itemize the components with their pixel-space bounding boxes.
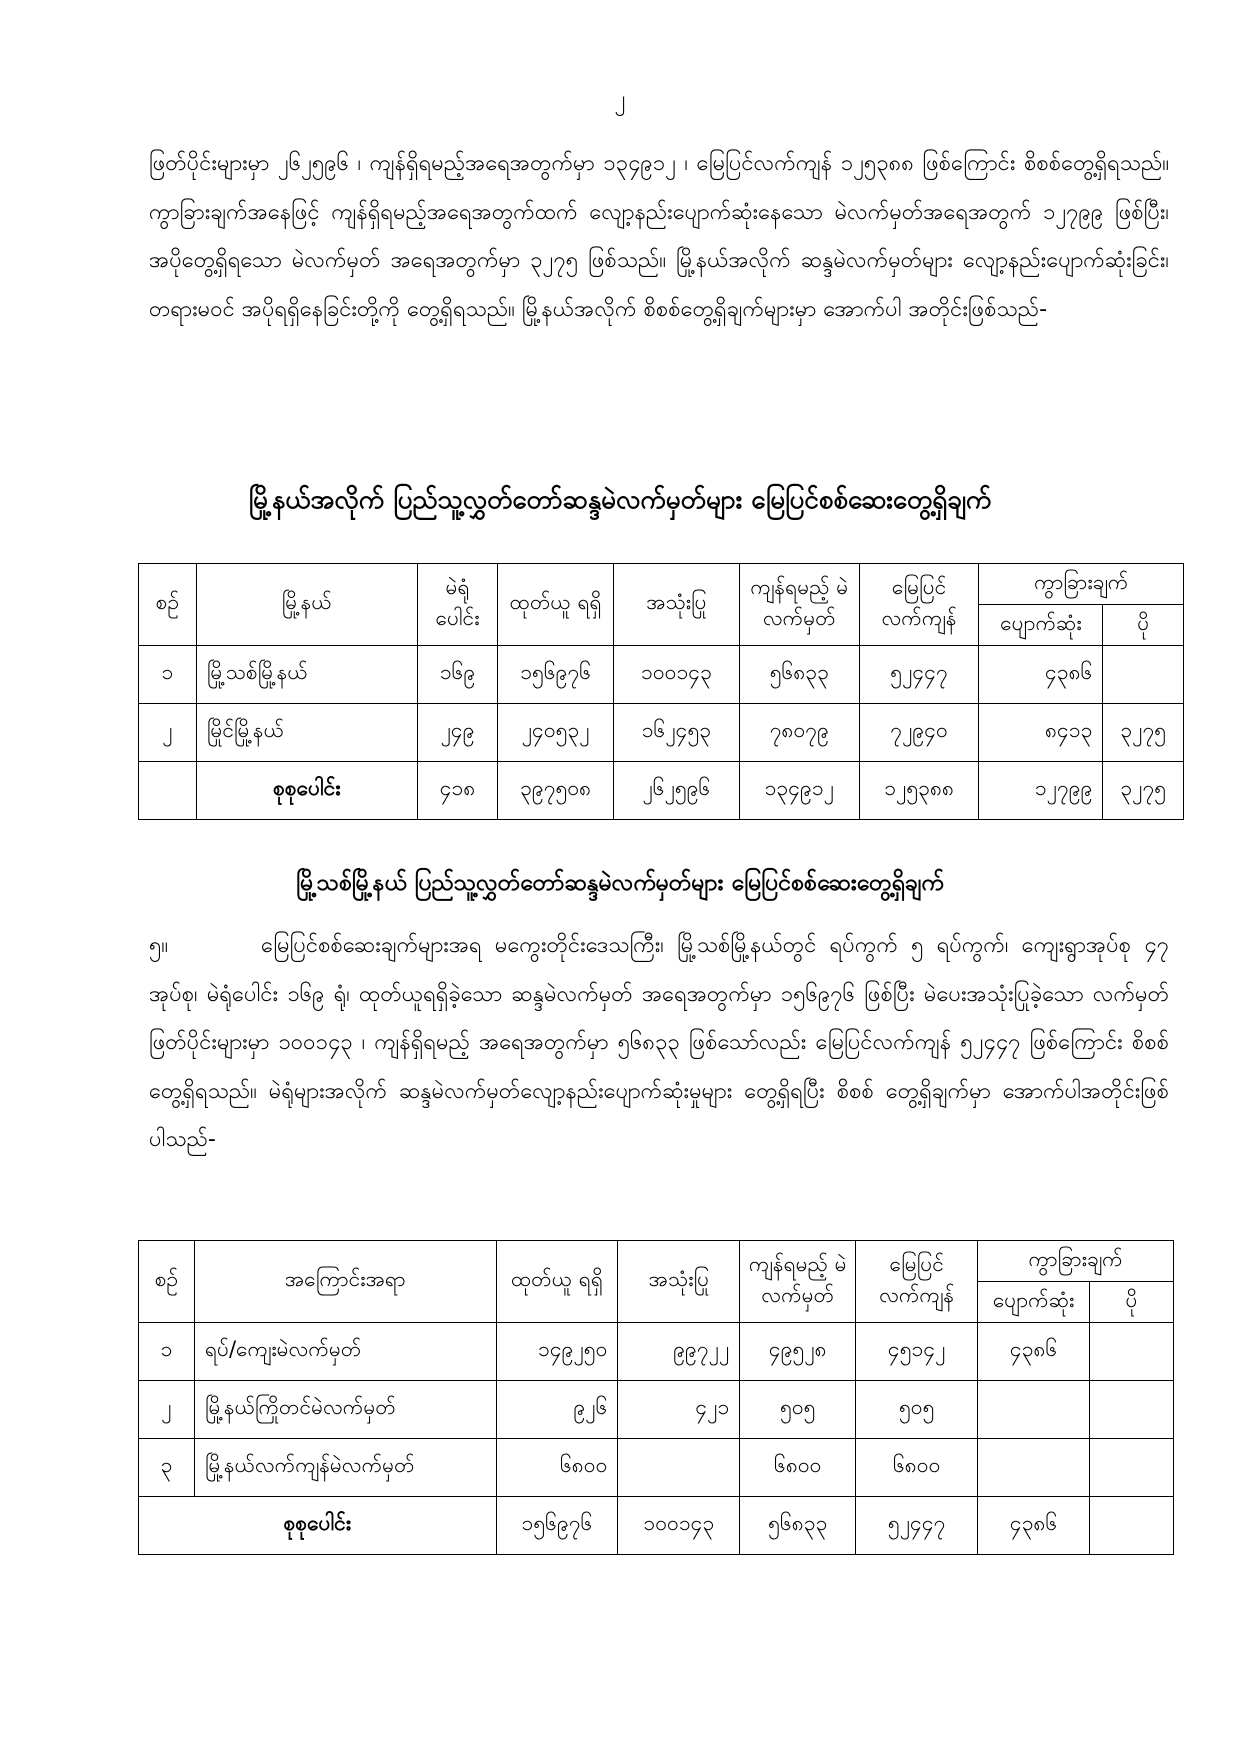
table-header-row <box>139 1241 1174 1282</box>
cell-extra <box>1090 1381 1174 1439</box>
col-header-received: ထုတ်ယူ ရရှိ <box>496 1241 618 1323</box>
paragraph-2-text: မြေပြင်စစ်ဆေးချက်များအရ မကွေးတိုင်းဒေသကြီး၊ မြို့သစ်မြို့နယ်တွင် ရပ်ကွက် ၅ ရပ်ကွက်၊ ကျေးရွာအုပ်စု ၄၇ အုပ်စု၊ မဲရုံပေါင်း ၁၆၉ ရုံ၊ ထုတ်ယူရရှိခဲ့သော ဆန္ဒမဲလက်မှတ် အရေအတွက်မှာ ၁၅၆၉၇၆ ဖြစ်ပြီး မဲပေးအသုံးပြုခဲ့သော လက်မှတ်ဖြတ်ပိုင်းများမှာ ၁၀၀၁၄၃ ၊ ကျန်ရှိရမည့် အရေအတွက်မှာ ၅၆၈၃၃ ဖြစ်သော်လည်း မြေပြင်လက်ကျန် ၅၂၄၄၇ ဖြစ်ကြောင်း စိစစ်တွေ့ရှိရသည်။ မဲရုံများအလိုက် ဆန္ဒမဲလက်မှတ်လျော့နည်းပျောက်ဆုံးမှုများ တွေ့ရှိရပြီး စိစစ် တွေ့ရှိချက်မှာ အောက်ပါအတိုင်းဖြစ်ပါသည်- <box>149 933 1169 1152</box>
col-header-remaining: ကျန်ရမည့် မဲလက်မှတ် <box>740 1241 856 1323</box>
cell-remaining: ၇၈၀၇၉ <box>739 704 859 762</box>
cell-item: ရပ်/ကျေးမဲလက်မှတ် <box>194 1323 496 1381</box>
col-header-no: စဉ် <box>139 564 197 646</box>
cell-used: ၄၂၁ <box>618 1381 740 1439</box>
cell-lost: ၄၃၈၆ <box>978 1323 1090 1381</box>
paragraph-1: ဖြတ်ပိုင်းများမှာ ၂၆၂၅၉၆ ၊ ကျန်ရှိရမည့်အရေအတွက်မှာ ၁၃၄၉၁၂ ၊ မြေပြင်လက်ကျန် ၁၂၅၃၈၈ ဖြစ်ကြောင်း စိစစ်တွေ့ရှိရသည်။ ကွာခြားချက်အနေဖြင့် ကျန်ရှိရမည့်အရေအတွက်ထက် လျော့နည်းပျောက်ဆုံးနေသော မဲလက်မှတ်အရေအတွက် ၁၂၇၉၉ ဖြစ်ပြီး၊ အပိုတွေ့ရှိရသော မဲလက်မှတ် အရေအတွက်မှာ ၃၂၇၅ ဖြစ်သည်။ မြို့နယ်အလိုက် ဆန္ဒမဲလက်မှတ်များ လျော့နည်းပျောက်ဆုံးခြင်း၊ တရားမဝင် အပိုရရှိနေခြင်းတို့ကို တွေ့ရှိရသည်။ မြို့နယ်အလိုက် စိစစ်တွေ့ရှိချက်များမှာ အောက်ပါ အတိုင်းဖြစ်သည်- <box>149 151 1169 322</box>
cell-received: ၂၄၀၅၃၂ <box>498 704 614 762</box>
col-header-difference: ကွာခြားချက် <box>978 1241 1174 1282</box>
table-row <box>139 646 1184 704</box>
cell-item: မြို့နယ်ကြိုတင်မဲလက်မှတ် <box>194 1381 496 1439</box>
ballot-category-table <box>138 1240 1174 1555</box>
total-used: ၂၆၂၅၉၆ <box>613 762 739 820</box>
cell-remaining: ၄၉၅၂၈ <box>740 1323 856 1381</box>
cell-no <box>139 762 197 820</box>
table-row <box>139 1381 1174 1439</box>
table-total-row <box>139 762 1184 820</box>
total-lost: ၄၃၈၆ <box>978 1497 1090 1555</box>
cell-received: ၁၄၉၂၅၀ <box>496 1323 618 1381</box>
cell-township: မြိုင်မြို့နယ် <box>196 704 417 762</box>
total-label: စုစုပေါင်း <box>196 762 417 820</box>
cell-remaining: ၅၀၅ <box>740 1381 856 1439</box>
cell-remaining: ၆၈၀၀ <box>740 1439 856 1497</box>
total-used: ၁၀၀၁၄၃ <box>618 1497 740 1555</box>
col-header-lost: ပျောက်ဆုံး <box>979 605 1103 646</box>
cell-used <box>618 1439 740 1497</box>
cell-no: ၂ <box>139 1381 195 1439</box>
total-ground: ၅၂၄၄၇ <box>856 1497 978 1555</box>
table-2-heading: မြို့သစ်မြို့နယ် ပြည်သူ့လွှတ်တော်ဆန္ဒမဲလက်မှတ်များ မြေပြင်စစ်ဆေးတွေ့ရှိချက် <box>296 870 944 896</box>
table-header-row <box>139 564 1184 605</box>
cell-ground: ၅၀၅ <box>856 1381 978 1439</box>
township-summary-table <box>138 563 1184 820</box>
col-header-used: အသုံးပြု <box>613 564 739 646</box>
cell-no: ၁ <box>139 646 197 704</box>
total-extra <box>1090 1497 1174 1555</box>
cell-booths: ၂၄၉ <box>417 704 498 762</box>
col-header-extra: ပို <box>1103 605 1184 646</box>
table-total-row <box>139 1497 1174 1555</box>
cell-ground: ၄၅၁၄၂ <box>856 1323 978 1381</box>
cell-used: ၁၆၂၄၅၃ <box>613 704 739 762</box>
cell-lost: ၄၃၈၆ <box>979 646 1103 704</box>
total-ground: ၁၂၅၃၈၈ <box>859 762 979 820</box>
cell-used: ၁၀၀၁၄၃ <box>613 646 739 704</box>
total-booths: ၄၁၈ <box>417 762 498 820</box>
cell-used: ၉၉၇၂၂ <box>618 1323 740 1381</box>
cell-remaining: ၅၆၈၃၃ <box>739 646 859 704</box>
page-number: ၂ <box>614 87 626 112</box>
cell-extra <box>1090 1323 1174 1381</box>
cell-lost <box>978 1381 1090 1439</box>
table-row <box>139 1323 1174 1381</box>
cell-received: ၁၅၆၉၇၆ <box>498 646 614 704</box>
col-header-booths: မဲရုံ ပေါင်း <box>417 564 498 646</box>
col-header-item: အကြောင်းအရာ <box>194 1241 496 1323</box>
table-row <box>139 704 1184 762</box>
cell-item: မြို့နယ်လက်ကျန်မဲလက်မှတ် <box>194 1439 496 1497</box>
col-header-no: စဉ် <box>139 1241 195 1323</box>
total-label: စုစုပေါင်း <box>139 1497 497 1555</box>
cell-received: ၉၂၆ <box>496 1381 618 1439</box>
col-header-ground: မြေပြင် လက်ကျန် <box>856 1241 978 1323</box>
total-remaining: ၁၃၄၉၁၂ <box>739 762 859 820</box>
cell-township: မြို့သစ်မြို့နယ် <box>196 646 417 704</box>
paragraph-number: ၅။ <box>149 933 169 958</box>
total-extra: ၃၂၇၅ <box>1103 762 1184 820</box>
cell-lost <box>978 1439 1090 1497</box>
total-remaining: ၅၆၈၃၃ <box>740 1497 856 1555</box>
cell-ground: ၆၈၀၀ <box>856 1439 978 1497</box>
paragraph-2 <box>149 922 1169 1165</box>
col-header-received: ထုတ်ယူ ရရှိ <box>498 564 614 646</box>
cell-no: ၁ <box>139 1323 195 1381</box>
cell-ground: ၅၂၄၄၇ <box>859 646 979 704</box>
cell-no: ၂ <box>139 704 197 762</box>
cell-extra <box>1090 1439 1174 1497</box>
col-header-township: မြို့နယ် <box>196 564 417 646</box>
total-received: ၃၉၇၅၀၈ <box>498 762 614 820</box>
col-header-lost: ပျောက်ဆုံး <box>978 1282 1090 1323</box>
col-header-extra: ပို <box>1090 1282 1174 1323</box>
cell-received: ၆၈၀၀ <box>496 1439 618 1497</box>
table-1-heading: မြို့နယ်အလိုက် ပြည်သူ့လွှတ်တော်ဆန္ဒမဲလက်မှတ်များ မြေပြင်စစ်ဆေးတွေ့ရှိချက် <box>248 485 992 515</box>
col-header-remaining: ကျန်ရမည့် မဲလက်မှတ် <box>739 564 859 646</box>
cell-lost: ၈၄၁၃ <box>979 704 1103 762</box>
cell-extra <box>1103 646 1184 704</box>
col-header-difference: ကွာခြားချက် <box>979 564 1184 605</box>
table-row <box>139 1439 1174 1497</box>
cell-booths: ၁၆၉ <box>417 646 498 704</box>
cell-ground: ၇၂၉၄၀ <box>859 704 979 762</box>
col-header-ground: မြေပြင် လက်ကျန် <box>859 564 979 646</box>
cell-extra: ၃၂၇၅ <box>1103 704 1184 762</box>
total-lost: ၁၂၇၉၉ <box>979 762 1103 820</box>
col-header-used: အသုံးပြု <box>618 1241 740 1323</box>
total-received: ၁၅၆၉၇၆ <box>496 1497 618 1555</box>
cell-no: ၃ <box>139 1439 195 1497</box>
